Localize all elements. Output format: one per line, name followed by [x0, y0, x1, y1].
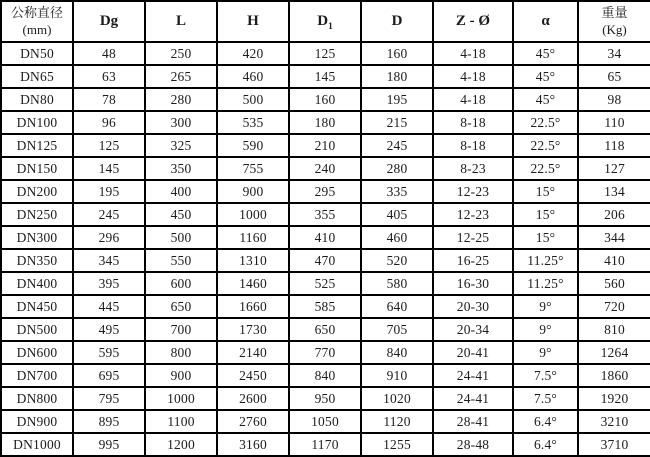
cell-w: 206 [578, 203, 650, 226]
table-row [1, 42, 650, 65]
cell-h: 1000 [217, 203, 289, 226]
cell-dn: DN350 [1, 249, 73, 272]
cell-a: 45° [513, 65, 578, 88]
cell-d1: 180 [289, 111, 361, 134]
cell-dg: 495 [73, 318, 145, 341]
cell-dg: 395 [73, 272, 145, 295]
cell-d: 640 [361, 295, 433, 318]
cell-dn: DN800 [1, 387, 73, 410]
cell-h: 1460 [217, 272, 289, 295]
cell-d: 335 [361, 180, 433, 203]
cell-a: 22.5° [513, 157, 578, 180]
table-row [1, 318, 650, 341]
cell-dn: DN700 [1, 364, 73, 387]
cell-h: 2760 [217, 410, 289, 433]
cell-d1: 950 [289, 387, 361, 410]
cell-l: 450 [145, 203, 217, 226]
cell-l: 280 [145, 88, 217, 111]
cell-d1: 840 [289, 364, 361, 387]
cell-d1: 1050 [289, 410, 361, 433]
table-row [1, 387, 650, 410]
cell-l: 1100 [145, 410, 217, 433]
cell-d: 705 [361, 318, 433, 341]
column-header-dg: Dg [73, 1, 145, 42]
cell-l: 265 [145, 65, 217, 88]
cell-a: 45° [513, 42, 578, 65]
cell-d: 910 [361, 364, 433, 387]
cell-a: 22.5° [513, 111, 578, 134]
column-header-w: 重量 (Kg) [578, 1, 650, 42]
cell-z: 8-23 [433, 157, 513, 180]
cell-dn: DN500 [1, 318, 73, 341]
cell-dg: 48 [73, 42, 145, 65]
cell-a: 9° [513, 295, 578, 318]
table-row [1, 295, 650, 318]
table-row [1, 111, 650, 134]
cell-d: 840 [361, 341, 433, 364]
cell-dn: DN400 [1, 272, 73, 295]
cell-h: 1660 [217, 295, 289, 318]
cell-a: 45° [513, 88, 578, 111]
cell-z: 8-18 [433, 134, 513, 157]
table-row [1, 157, 650, 180]
cell-a: 7.5° [513, 364, 578, 387]
cell-dn: DN150 [1, 157, 73, 180]
cell-dn: DN65 [1, 65, 73, 88]
cell-dn: DN1000 [1, 433, 73, 456]
cell-h: 3160 [217, 433, 289, 456]
cell-a: 6.4° [513, 410, 578, 433]
cell-w: 560 [578, 272, 650, 295]
cell-d1: 295 [289, 180, 361, 203]
cell-dg: 195 [73, 180, 145, 203]
cell-a: 15° [513, 226, 578, 249]
cell-d1: 410 [289, 226, 361, 249]
cell-l: 1000 [145, 387, 217, 410]
cell-dg: 595 [73, 341, 145, 364]
cell-d1: 470 [289, 249, 361, 272]
cell-d: 580 [361, 272, 433, 295]
cell-z: 12-23 [433, 180, 513, 203]
table-row [1, 433, 650, 456]
cell-d: 1120 [361, 410, 433, 433]
cell-d: 215 [361, 111, 433, 134]
cell-d1: 240 [289, 157, 361, 180]
cell-a: 11.25° [513, 249, 578, 272]
cell-l: 400 [145, 180, 217, 203]
cell-z: 12-25 [433, 226, 513, 249]
cell-d: 280 [361, 157, 433, 180]
cell-z: 4-18 [433, 42, 513, 65]
cell-z: 24-41 [433, 387, 513, 410]
cell-w: 34 [578, 42, 650, 65]
cell-z: 20-41 [433, 341, 513, 364]
cell-z: 4-18 [433, 65, 513, 88]
cell-dg: 145 [73, 157, 145, 180]
cell-dn: DN50 [1, 42, 73, 65]
cell-dn: DN600 [1, 341, 73, 364]
header-row [1, 1, 650, 42]
cell-a: 6.4° [513, 433, 578, 456]
cell-h: 900 [217, 180, 289, 203]
cell-l: 350 [145, 157, 217, 180]
cell-d: 460 [361, 226, 433, 249]
cell-h: 2450 [217, 364, 289, 387]
cell-z: 16-25 [433, 249, 513, 272]
cell-d: 195 [361, 88, 433, 111]
cell-h: 420 [217, 42, 289, 65]
cell-l: 900 [145, 364, 217, 387]
cell-l: 800 [145, 341, 217, 364]
cell-d1: 650 [289, 318, 361, 341]
table-row [1, 272, 650, 295]
cell-d1: 160 [289, 88, 361, 111]
column-header-h: H [217, 1, 289, 42]
cell-d1: 1170 [289, 433, 361, 456]
cell-z: 28-48 [433, 433, 513, 456]
column-header-a: α [513, 1, 578, 42]
cell-h: 590 [217, 134, 289, 157]
cell-w: 1860 [578, 364, 650, 387]
cell-d1: 355 [289, 203, 361, 226]
table-row [1, 249, 650, 272]
table-row [1, 180, 650, 203]
cell-d: 520 [361, 249, 433, 272]
cell-z: 4-18 [433, 88, 513, 111]
cell-d: 160 [361, 42, 433, 65]
cell-dn: DN125 [1, 134, 73, 157]
cell-d1: 525 [289, 272, 361, 295]
cell-h: 1730 [217, 318, 289, 341]
cell-h: 1160 [217, 226, 289, 249]
cell-d1: 125 [289, 42, 361, 65]
cell-l: 700 [145, 318, 217, 341]
column-header-d: D [361, 1, 433, 42]
cell-d: 180 [361, 65, 433, 88]
cell-w: 344 [578, 226, 650, 249]
cell-h: 460 [217, 65, 289, 88]
cell-w: 1264 [578, 341, 650, 364]
table-row [1, 410, 650, 433]
cell-z: 24-41 [433, 364, 513, 387]
cell-dg: 795 [73, 387, 145, 410]
table-row [1, 226, 650, 249]
cell-z: 8-18 [433, 111, 513, 134]
cell-w: 720 [578, 295, 650, 318]
cell-z: 20-34 [433, 318, 513, 341]
cell-a: 15° [513, 203, 578, 226]
column-header-d1: $D_1$ [289, 1, 361, 42]
cell-h: 2140 [217, 341, 289, 364]
cell-dn: DN250 [1, 203, 73, 226]
table-body [1, 42, 650, 456]
cell-dg: 125 [73, 134, 145, 157]
cell-d: 245 [361, 134, 433, 157]
cell-a: 15° [513, 180, 578, 203]
cell-h: 535 [217, 111, 289, 134]
cell-h: 2600 [217, 387, 289, 410]
cell-z: 20-30 [433, 295, 513, 318]
cell-w: 118 [578, 134, 650, 157]
cell-w: 410 [578, 249, 650, 272]
column-header-z: Z - Ø [433, 1, 513, 42]
cell-w: 65 [578, 65, 650, 88]
cell-dn: DN200 [1, 180, 73, 203]
cell-dn: DN300 [1, 226, 73, 249]
cell-d1: 770 [289, 341, 361, 364]
cell-l: 500 [145, 226, 217, 249]
cell-d: 1020 [361, 387, 433, 410]
cell-d1: 145 [289, 65, 361, 88]
cell-a: 7.5° [513, 387, 578, 410]
cell-h: 755 [217, 157, 289, 180]
cell-l: 300 [145, 111, 217, 134]
cell-dg: 296 [73, 226, 145, 249]
cell-dg: 695 [73, 364, 145, 387]
cell-dn: DN100 [1, 111, 73, 134]
cell-dg: 895 [73, 410, 145, 433]
column-header-l: L [145, 1, 217, 42]
cell-w: 810 [578, 318, 650, 341]
cell-w: 98 [578, 88, 650, 111]
table-row [1, 364, 650, 387]
cell-h: 500 [217, 88, 289, 111]
cell-z: 12-23 [433, 203, 513, 226]
column-header-dn: 公称直径 (mm) [1, 1, 73, 42]
cell-dn: DN450 [1, 295, 73, 318]
cell-dn: DN80 [1, 88, 73, 111]
cell-dg: 245 [73, 203, 145, 226]
cell-z: 16-30 [433, 272, 513, 295]
table-row [1, 65, 650, 88]
cell-h: 1310 [217, 249, 289, 272]
cell-w: 110 [578, 111, 650, 134]
cell-a: 9° [513, 318, 578, 341]
cell-l: 325 [145, 134, 217, 157]
cell-dn: DN900 [1, 410, 73, 433]
table-row [1, 88, 650, 111]
cell-dg: 63 [73, 65, 145, 88]
cell-dg: 995 [73, 433, 145, 456]
cell-dg: 345 [73, 249, 145, 272]
table-row [1, 134, 650, 157]
cell-d: 1255 [361, 433, 433, 456]
cell-dg: 78 [73, 88, 145, 111]
cell-dg: 445 [73, 295, 145, 318]
cell-z: 28-41 [433, 410, 513, 433]
cell-l: 250 [145, 42, 217, 65]
cell-l: 550 [145, 249, 217, 272]
cell-w: 134 [578, 180, 650, 203]
cell-w: 1920 [578, 387, 650, 410]
cell-dg: 96 [73, 111, 145, 134]
cell-l: 600 [145, 272, 217, 295]
cell-w: 3710 [578, 433, 650, 456]
table-row [1, 341, 650, 364]
cell-d1: 585 [289, 295, 361, 318]
cell-w: 127 [578, 157, 650, 180]
cell-a: 11.25° [513, 272, 578, 295]
cell-w: 3210 [578, 410, 650, 433]
cell-d: 405 [361, 203, 433, 226]
cell-l: 650 [145, 295, 217, 318]
cell-d1: 210 [289, 134, 361, 157]
cell-a: 9° [513, 341, 578, 364]
cell-a: 22.5° [513, 134, 578, 157]
table-row [1, 203, 650, 226]
cell-l: 1200 [145, 433, 217, 456]
table-header [1, 1, 650, 42]
